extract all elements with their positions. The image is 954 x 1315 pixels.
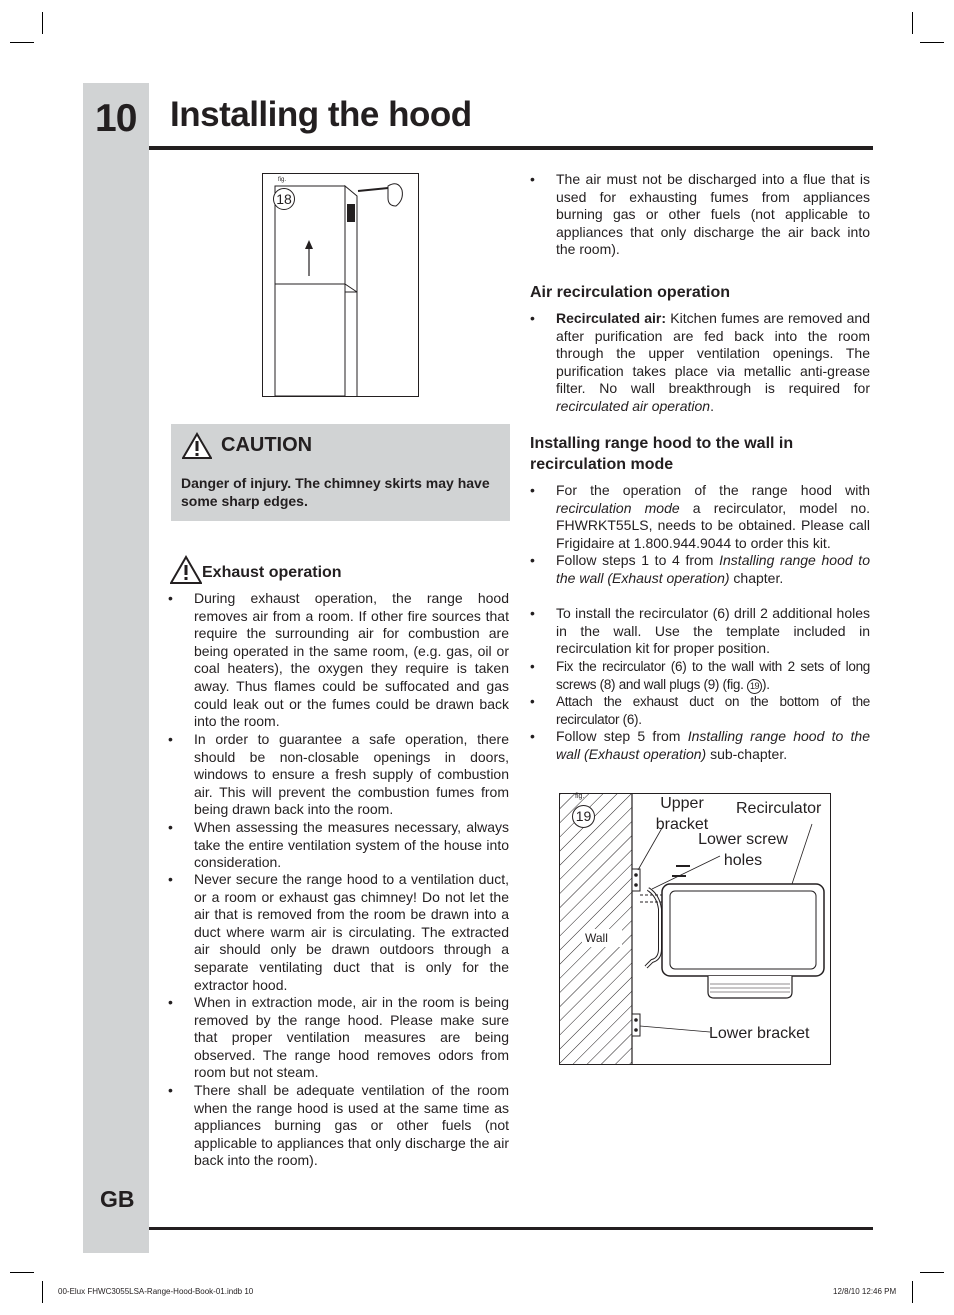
- crop-mark: [42, 12, 43, 34]
- list-item: • In order to guarantee a safe operation, there should be non-closable openings in doors, windows to ensure a fresh supply of combustion air. This will prevent the combustion fumes from being drawn back into the room.: [194, 731, 509, 819]
- figure-number-badge: 19: [572, 805, 595, 828]
- list-item: • Never secure the range hood to a ventilation duct, or a room or exhaust gas chimney! Do not let the air that is removed from the room be drawn into a duct where warm air is circulating. The extracted air should only be drawn outdoors through a separate ventilating duct that is only for the extractor hood.: [194, 871, 509, 994]
- crop-mark: [920, 42, 944, 43]
- crop-mark: [10, 1272, 34, 1273]
- fig-label: fig.: [575, 793, 585, 800]
- list-item: • To install the recirculator (6) drill 2 additional holes in the wall. Use the template included in recirculation kit for proper position.: [556, 605, 870, 658]
- figure-ref-badge: 19: [747, 679, 762, 694]
- text-run: chapter.: [729, 569, 784, 586]
- crop-mark: [10, 42, 34, 43]
- label-lower-bracket: Lower bracket: [709, 1025, 810, 1042]
- sidebar-band: [83, 83, 149, 1253]
- footer-rule: [149, 1227, 873, 1230]
- text-run: sub-chapter.: [706, 745, 788, 762]
- page-title: Installing the hood: [170, 95, 472, 134]
- text-run: Fix the recirculator (6) to the wall with 2 sets of long screws (8) and wall plugs (9) (fig.: [556, 659, 870, 692]
- label-lower-screw-holes: Lower screw holes: [698, 831, 788, 869]
- warning-icon: [182, 432, 212, 460]
- crop-mark: [912, 12, 913, 34]
- caution-text: Danger of injury. The chimney skirts may have some sharp edges.: [181, 475, 490, 509]
- list-item: • During exhaust operation, the range hood removes air from a room. If other fire sources that require the surrounding air for combustion are being operated in the same room, (e.g. gas, oil or coal heaters), the oxygen they require is taken away. Thus flames could be suffocated and gas could leak out or the fumes could be drawn back into the room.: [194, 590, 509, 731]
- label-recirculator: Recirculator: [736, 800, 822, 817]
- caution-heading: CAUTION: [221, 434, 313, 456]
- section-heading-recirculation: Air recirculation operation: [530, 284, 731, 301]
- language-label: GB: [100, 1186, 135, 1212]
- text-run: ).: [762, 676, 770, 692]
- section-heading-exhaust: Exhaust operation: [202, 564, 342, 581]
- footer-date: 12/8/10 12:46 PM: [833, 1287, 897, 1296]
- bold-lead: Recirculated air:: [556, 310, 667, 326]
- section-heading-install: Installing range hood to the wall in recirculation mode: [530, 435, 794, 473]
- list-item: [556, 658, 870, 694]
- italic-run: Installing range hood to the wall (Exhaust operation): [556, 552, 870, 586]
- list-item: [556, 482, 870, 552]
- caution-box: [171, 424, 510, 521]
- label-upper-bracket: Upper bracket: [655, 795, 709, 833]
- list-item: [556, 310, 870, 416]
- list-item: • There shall be adequate ventilation of the room when the range hood is used at the same time as appliances burning gas or other fuels (not applicable to appliances that only discharge the air back into the room).: [194, 1082, 509, 1170]
- list-item: • When in extraction mode, air in the room is being removed by the range hood. Please make sure that proper ventilation measures are being observed. The range hood removes odors from room but not steam.: [194, 994, 509, 1082]
- warning-icon: [170, 555, 202, 585]
- italic-run: Installing range hood to the wall (Exhaust operation): [556, 728, 871, 762]
- footer-file: 00-Elux FHWC3055LSA-Range-Hood-Book-01.indb 10: [58, 1287, 254, 1296]
- crop-mark: [42, 1281, 43, 1303]
- crop-mark: [920, 1272, 944, 1273]
- figure-18: [262, 173, 419, 397]
- italic-run: recirculated air operation: [556, 397, 711, 414]
- label-wall: Wall: [585, 931, 608, 945]
- text-run: Follow steps 1 to 4 from: [556, 552, 720, 568]
- list-item: [556, 728, 870, 763]
- crop-mark: [912, 1281, 913, 1303]
- text-run: Follow step 5 from: [556, 728, 688, 744]
- page-number: 10: [95, 97, 137, 140]
- figure-number-badge: 18: [273, 188, 295, 210]
- text-run: .: [710, 397, 714, 414]
- figure-19: [559, 793, 831, 1065]
- list-item: [556, 552, 870, 587]
- italic-run: recirculation mode: [556, 499, 680, 516]
- list-item: • Attach the exhaust duct on the bottom of the recirculator (6).: [556, 693, 870, 728]
- fig-label: fig.: [278, 177, 287, 183]
- text-run: Kitchen fumes are removed and after purification are fed back into the room through the upper ventilation openings. The purification takes place via metallic anti-grease filter. No wall breakthrough is required for: [556, 310, 870, 397]
- list-item: • The air must not be discharged into a flue that is used for exhausting fumes from appliances burning gas or other fuels (not applicable to appliances that only discharge the air back into the room).: [556, 171, 870, 259]
- header-rule: [149, 146, 873, 150]
- list-item: • When assessing the measures necessary, always take the entire ventilation system of the house into consideration.: [194, 819, 509, 872]
- text-run: For the operation of the range hood with: [556, 482, 870, 498]
- text-run: a recirculator, model no. FHWRKT55LS, needs to be obtained. Please call Frigidaire at 1.800.944.9044 to order this kit.: [556, 499, 871, 551]
